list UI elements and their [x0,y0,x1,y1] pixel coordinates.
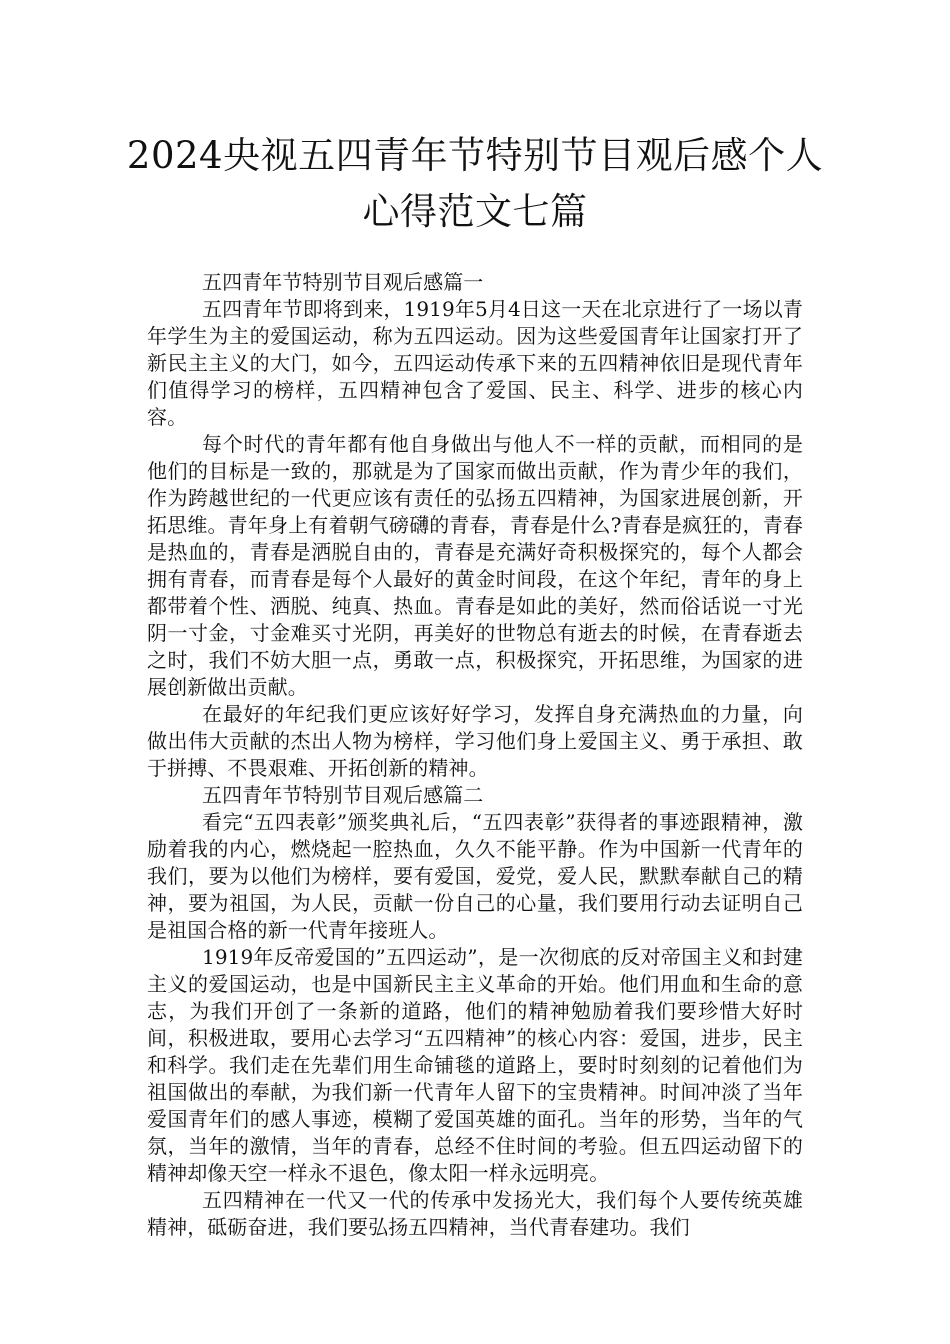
section-heading: 五四青年节特别节目观后感篇二 [202,783,484,807]
body-paragraph: 五四精神在一代又一代的传承中发扬光大，我们每个人要传统英雄精神，砥砺奋进，我们要弘扬五四精神，当代青春建功。我们 [147,1188,803,1239]
section-heading: 五四青年节特别节目观后感篇一 [202,270,484,294]
document-body [147,269,803,1241]
body-paragraph: 在最好的年纪我们更应该好好学习，发挥自身充满热血的力量，向做出伟大贡献的杰出人物为榜样，学习他们身上爱国主义、勇于承担、敢于拼搏、不畏艰难、开拓创新的精神。 [147,702,803,780]
body-paragraph: 五四青年节即将到来，1919年5月4日这一天在北京进行了一场以青年学生为主的爱国运动，称为五四运动。因为这些爱国青年让国家打开了新民主主义的大门，如今，五四运动传承下来的五四精神依旧是现代青年们值得学习的榜样，五四精神包含了爱国、民主、科学、进步的核心内容。 [147,297,803,429]
body-paragraph: 看完“五四表彰”颁奖典礼后，“五四表彰”获得者的事迹跟精神，激励着我的内心，燃烧起一腔热血，久久不能平静。作为中国新一代青年的我们，要为以他们为榜样，要有爱国，爱党，爱人民，默默奉献自己的精神，要为祖国，为人民，贡献一份自己的心量，我们要用行动去证明自己是祖国合格的新一代青年接班人。 [147,810,803,942]
body-paragraph: 每个时代的青年都有他自身做出与他人不一样的贡献，而相同的是他们的目标是一致的，那就是为了国家而做出贡献，作为青少年的我们，作为跨越世纪的一代更应该有责任的弘扬五四精神，为国家进展创新，开拓思维。青年身上有着朝气磅礴的青春，青春是什么?青春是疯狂的，青春是热血的，青春是洒脱自由的，青春是充满好奇积极探究的，每个人都会拥有青春，而青春是每个人最好的黄金时间段，在这个年纪，青年的身上都带着个性、洒脱、纯真、热血。青春是如此的美好，然而俗话说一寸光阴一寸金，寸金难买寸光阴，再美好的世物总有逝去的时候，在青春逝去之时，我们不妨大胆一点，勇敢一点，积极探究，开拓思维，为国家的进展创新做出贡献。 [147,432,803,699]
document-title: 2024央视五四青年节特别节目观后感个人心得范文七篇 [126,134,824,233]
body-paragraph: 1919年反帝爱国的”五四运动”，是一次彻底的反对帝国主义和封建主义的爱国运动，也是中国新民主主义革命的开始。他们用血和生命的意志，为我们开创了一条新的道路，他们的精神勉励着我们要珍惜大好时间，积极进取，要用心去学习“五四精神”的核心内容：爱国，进步，民主和科学。我们走在先辈们用生命铺毯的道路上，要时时刻刻的记着他们为祖国做出的奉献，为我们新一代青年人留下的宝贵精神。时间冲淡了当年爱国青年们的感人事迹，模糊了爱国英雄的面孔。当年的形势，当年的气氛，当年的激情，当年的青春，总经不住时间的考验。但五四运动留下的精神却像天空一样永不退色，像太阳一样永远明亮。 [147,945,803,1185]
